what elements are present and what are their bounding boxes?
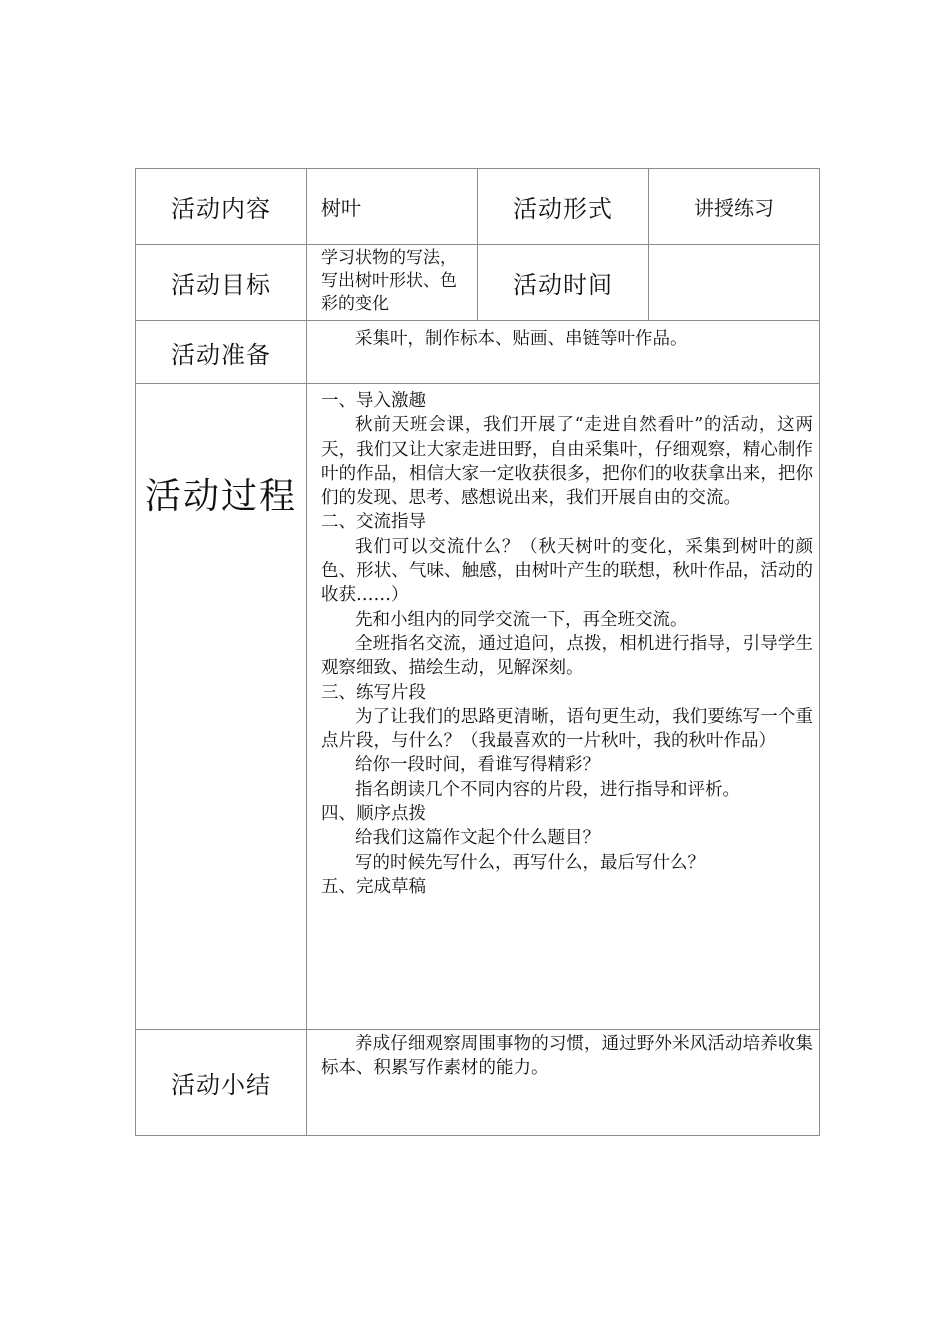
process-heading: 三、练写片段 — [321, 682, 426, 703]
prep-value: 采集叶，制作标本、贴画、串链等叶作品。 — [355, 329, 688, 349]
process-paragraph: 全班指名交流，通过追问，点拨，相机进行指导，引导学生观察细致、描绘生动，见解深刻。 — [321, 633, 813, 679]
prep-label: 活动准备 — [135, 320, 307, 384]
goal-value: 学习状物的写法，写出树叶形状、色彩的变化 — [306, 244, 478, 321]
format-value: 讲授练习 — [648, 168, 820, 245]
process-paragraph: 为了让我们的思路更清晰，语句更生动，我们要练写一个重点片段，与什么？（我最喜欢的一片秋叶，我的秋叶作品） — [321, 706, 813, 752]
content-label: 活动内容 — [135, 168, 307, 245]
process-label-cell — [135, 383, 307, 1030]
summary-value: 养成仔细观察周围事物的习惯，通过野外米风活动培养收集标本、积累写作素材的能力。 — [321, 1034, 813, 1079]
summary-value-cell — [306, 1029, 820, 1136]
format-label: 活动形式 — [477, 168, 649, 245]
process-content — [306, 383, 820, 1030]
process-heading: 二、交流指导 — [321, 512, 426, 533]
process-paragraph: 给我们这篇作文起个什么题目？ — [355, 828, 600, 849]
process-paragraph: 秋前天班会课，我们开展了“走进自然看叶”的活动，这两天，我们又让大家走进田野，自由采集叶，仔细观察，精心制作叶的作品，相信大家一定收获很多，把你们的收获拿出来，把你们的发现、思考、感想说出来，我们开展自由的交流。 — [321, 415, 813, 509]
time-value — [648, 244, 820, 321]
process-heading: 四、顺序点拨 — [321, 804, 426, 825]
content-value: 树叶 — [306, 168, 478, 245]
process-paragraph: 给你一段时间，看谁写得精彩？ — [355, 755, 600, 776]
process-heading: 五、完成草稿 — [321, 876, 426, 897]
goal-label: 活动目标 — [135, 244, 307, 321]
process-paragraph: 我们可以交流什么？（秋天树叶的变化，采集到树叶的颜色、形状、气味、触感，由树叶产生的联想，秋叶作品，活动的收获……） — [321, 536, 813, 606]
process-paragraph: 先和小组内的同学交流一下，再全班交流。 — [355, 609, 688, 630]
process-label: 活动过程 — [144, 476, 297, 517]
summary-label: 活动小结 — [135, 1029, 307, 1136]
prep-value-cell — [306, 320, 820, 384]
process-paragraph: 指名朗读几个不同内容的片段，进行指导和评析。 — [355, 779, 740, 800]
process-paragraph: 写的时候先写什么，再写什么，最后写什么？ — [355, 852, 705, 873]
activity-plan-table — [135, 168, 820, 1136]
time-label: 活动时间 — [477, 244, 649, 321]
process-heading: 一、导入激趣 — [321, 391, 426, 411]
